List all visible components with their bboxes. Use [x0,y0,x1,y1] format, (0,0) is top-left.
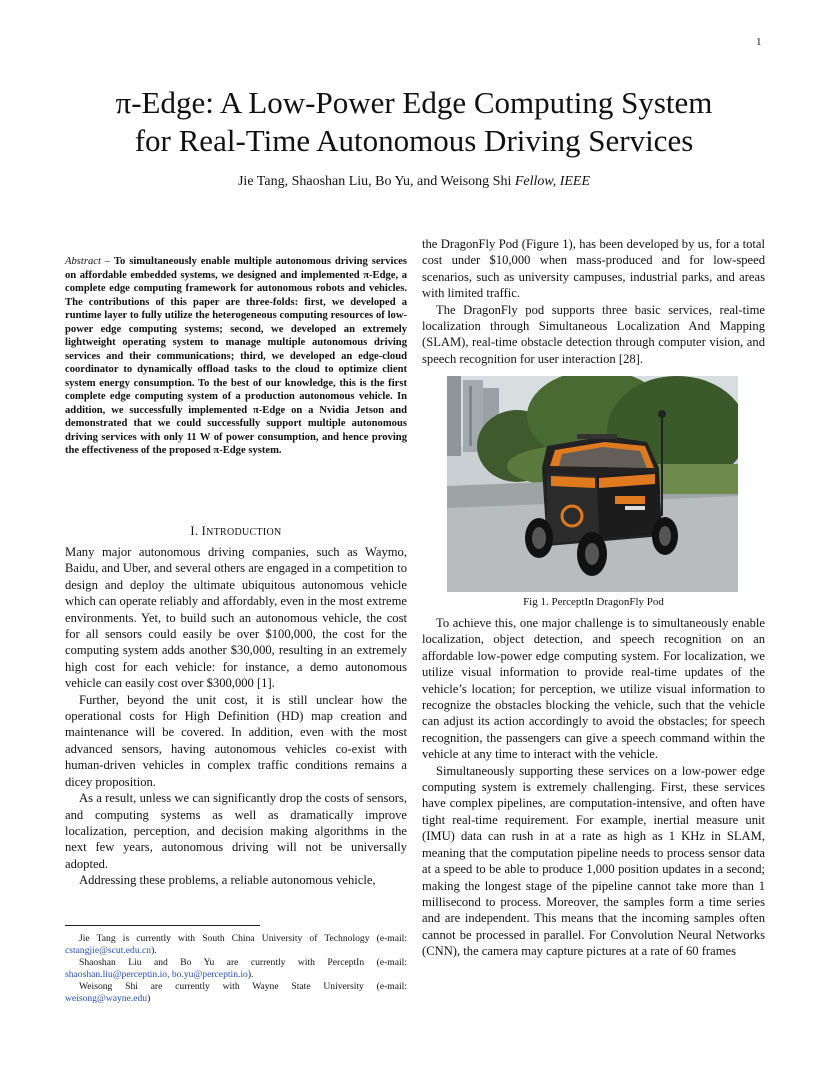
author-names: Jie Tang, Shaoshan Liu, Bo Yu, and Weisong Shi [237,174,515,189]
body-paragraph: To achieve this, one major challenge is to simultaneously enable localization, object detection, and speech recognition on an affordable low-power edge computing system. For localization, we utilize visual information to provide real-time updates of the vehicle’s location; for perception, we utilize visual information to recognize the obstacles blocking the vehicle, such that the vehicle can adjust its action accordingly to avoid the obstacles; for speech recognition, the passengers can give a speech command within the vehicle at any time to interact with the vehicle. [422,616,765,762]
right-column-top [422,236,765,367]
footnote [65,981,407,1005]
figure-caption: Fig 1. PerceptIn DragonFly Pod [523,596,664,608]
intro-paragraph: Many major autonomous driving companies, such as Waymo, Baidu, and Uber, and several others are engaged in a competition to design and deploy the ultimate ubiquitous autonomous vehicle which can operate reliably and affordably, even in the most extreme environments. Yet, to build such an autonomous vehicle, the cost for all sensors could easily be over $100,000, the cost for the computing system adds another $30,000, resulting in an extremely high cost for each vehicle: for instance, a demo autonomous vehicle can easily cost over $300,000 [1]. [65,545,407,691]
intro-paragraph: Addressing these problems, a reliable autonomous vehicle, [79,873,376,888]
title-line-1: π-Edge: A Low-Power Edge Computing System [115,85,713,120]
email-link[interactable]: shaoshan.liu@perceptin.io, bo.yu@perceptin.io [65,969,248,980]
email-link[interactable]: weisong@wayne.edu [65,993,148,1004]
paper-title [40,84,788,160]
intro-paragraph: As a result, unless we can significantly drop the costs of sensors, and computing systems as well as dramatically improve localization, perception, and decision making algorithms in the next few years, autonomous driving will not be universally adopted. [65,791,407,871]
footnote-text: Weisong Shi are currently with Wayne State University (e-mail: [79,981,407,992]
intro-paragraph: Further, beyond the unit cost, it is still unclear how the operational costs for High Definition (HD) map creation and maintenance will be covered. In addition, even with the most advanced sensors, having autonomous vehicles co-exist with human-driven vehicles in complex traffic conditions remains a dicey proposition. [65,692,407,789]
figure-dragonfly-pod-photo [447,376,738,592]
footnote [65,933,407,957]
abstract-label: Abstract – [65,256,114,267]
section-number: I. [190,524,202,538]
footnote-end: ). [151,945,157,956]
footnote [65,957,407,981]
footnote-end: ). [247,969,254,980]
introduction-body [65,544,407,889]
right-column-bottom [422,615,765,960]
author-affiliation-title: Fellow, IEEE [514,174,591,189]
email-link[interactable]: cstangjie@scut.edu.cn [65,945,152,956]
section-heading-initial: I [201,524,207,538]
vehicle-photo-illustration [447,376,738,592]
footnote-text: Jie Tang is currently with South China University of Technology (e-mail: [79,933,407,944]
body-paragraph: Simultaneously supporting these services on a low-power edge computing system is extremely challenging. First, these services have complex pipelines, are computation-intensive, and often have tight real-time requirement. For example, inertial measure unit (IMU) data can rush in at a rate as high as 1 KHz in SLAM, meaning that the computation pipeline needs to process sensor data at a speed to be able to produce 1,000 position updates in a second; making the longest stage of the pipeline cannot take more than 1 millisecond to process. Moreover, the samples form a time series and are independent. This means that the incoming samples often cannot be processed in parallel. For Convolution Neural Networks (CNN), the camera may capture pictures at a rate of 60 frames [422,763,765,959]
footnote-divider [65,925,260,926]
footnote-text: Shaoshan Liu and Bo Yu are currently with PerceptIn (e-mail: [79,957,407,968]
title-line-2: for Real-Time Autonomous Driving Services [134,123,694,158]
page-number: 1 [756,36,762,48]
body-paragraph: the DragonFly Pod (Figure 1), has been developed by us, for a total cost under $10,000 when mass-produced and for low-speed scenarios, such as university campuses, industrial parks, and areas with limited traffic. [422,237,765,301]
footnote-end: ) [147,993,151,1004]
body-paragraph: The DragonFly pod supports three basic services, real-time localization through Simultaneous Localization And Mapping (SLAM), real-time obstacle detection through computer vision, and speech recognition for user interaction [28]. [422,302,765,366]
footnotes [65,933,407,1005]
abstract-text: To simultaneously enable multiple autonomous driving services on affordable embedded systems, we designed and implemented π-Edge, a complete edge computing framework for autonomous robots and vehicles. The contributions of this paper are three-folds: first, we developed a runtime layer to fully utilize the heterogeneous computing resources of low-power edge computing systems; second, we developed an extremely lightweight operating system to manage multiple autonomous driving services and their communications; third, we developed an edge-cloud coordinator to dynamically offload tasks to the cloud to optimize client system energy consumption. To the best of our knowledge, this is the first complete edge computing system of a production autonomous vehicle. In addition, we successfully implemented π-Edge on a Nvidia Jetson and demonstrated that we could successfully support multiple autonomous driving services with only 11 W of power consumption, and hence proving the effectiveness of the proposed π-Edge system. [65,256,407,456]
section-heading-introduction [65,524,407,539]
section-heading-rest: NTRODUCTION [206,527,282,538]
abstract [65,255,407,458]
author-list [40,174,788,190]
